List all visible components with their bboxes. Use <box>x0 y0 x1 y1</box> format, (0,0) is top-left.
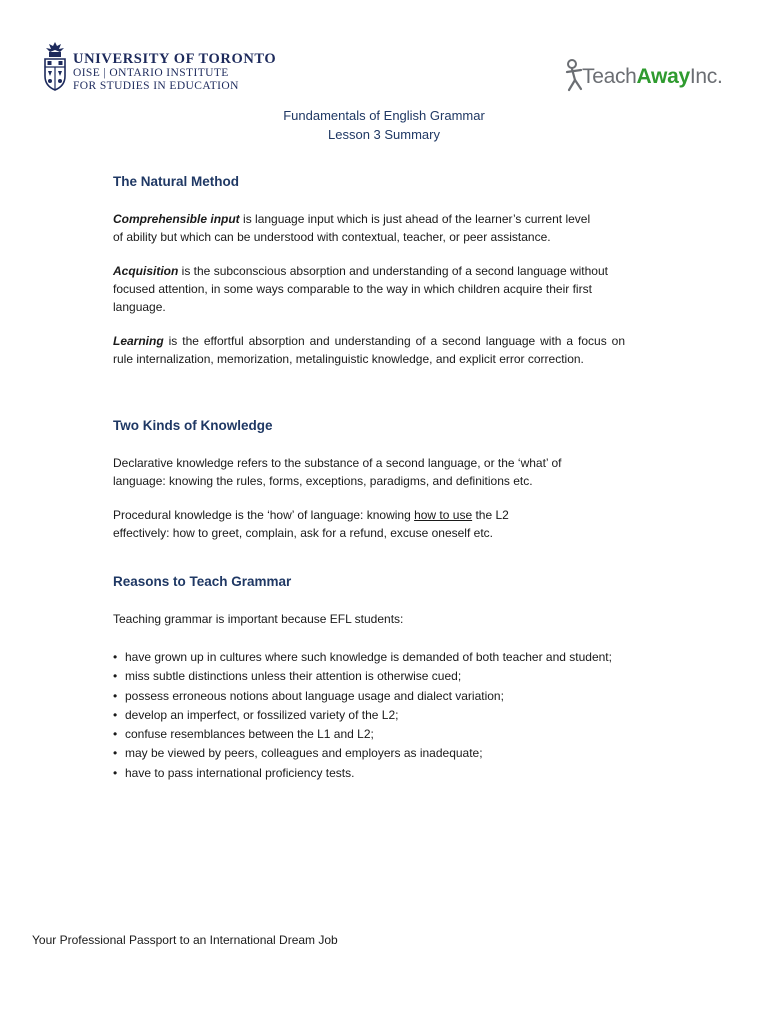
declarative-line1: Declarative knowledge refers to the substance of a second language, or the ‘what’ of <box>113 456 562 470</box>
comprehensible-input-definition-line2: of ability but which can be understood with contextual, teacher, or peer assistance. <box>113 230 551 244</box>
paragraph-acquisition <box>113 262 625 316</box>
university-of-toronto-logo <box>42 38 282 96</box>
reason-item-5: • confuse resemblances between the L1 and L2; <box>113 725 625 744</box>
reason-item-1: • have grown up in cultures where such knowledge is demanded of both teacher and student; <box>113 648 625 667</box>
institute-name-line1: OISE | ONTARIO INSTITUTE <box>73 67 229 79</box>
reason-item-6: • may be viewed by peers, colleagues and employers as inadequate; <box>113 744 625 763</box>
term-learning: Learning <box>113 334 164 348</box>
document-subtitle: Lesson 3 Summary <box>328 127 440 142</box>
teachaway-word-inc: Inc. <box>689 65 723 88</box>
heading-reasons-to-teach-grammar: Reasons to Teach Grammar <box>113 574 292 589</box>
learning-definition: is the effortful absorption and understanding of a second language with a focus on rule internalization, memorization, metalinguistic knowledge, and explicit error correction. <box>113 334 625 366</box>
comprehensible-input-definition-line1: is language input which is just ahead of the learner’s current level <box>239 212 591 226</box>
reasons-intro: Teaching grammar is important because EFL students: <box>113 612 404 626</box>
term-acquisition: Acquisition <box>113 264 179 278</box>
teachaway-wordmark <box>582 65 722 89</box>
institute-name-line2: FOR STUDIES IN EDUCATION <box>73 79 239 92</box>
reasons-bullet-list <box>113 648 625 783</box>
university-name: UNIVERSITY OF TORONTO <box>73 51 277 67</box>
paragraph-declarative-knowledge <box>113 454 625 490</box>
procedural-line2: effectively: how to greet, complain, ask for a refund, excuse oneself etc. <box>113 526 493 540</box>
university-wordmark <box>73 52 276 92</box>
procedural-line1-start: Procedural knowledge is the ‘how’ of language: knowing <box>113 508 415 522</box>
acquisition-definition: is the subconscious absorption and understanding of a second language without focused attention, in some ways comparable to the way in which children acquire their first language. <box>113 264 608 314</box>
teachaway-logo <box>563 58 733 92</box>
paragraph-comprehensible-input <box>113 210 625 246</box>
reason-item-7: • have to pass international proficiency tests. <box>113 764 625 783</box>
teachaway-word-teach: Teach <box>582 65 637 88</box>
reason-item-4: • develop an imperfect, or fossilized variety of the L2; <box>113 706 625 725</box>
declarative-line2: language: knowing the rules, forms, exceptions, paradigms, and definitions etc. <box>113 474 533 488</box>
paragraph-procedural-knowledge <box>113 506 625 542</box>
teachaway-word-away: Away <box>636 65 690 88</box>
university-crest-icon <box>42 40 68 92</box>
heading-natural-method: The Natural Method <box>113 174 240 189</box>
footer-tagline: Your Professional Passport to an International Dream Job <box>32 933 338 947</box>
paragraph-learning <box>113 332 625 368</box>
procedural-line1-end: the L2 <box>472 508 509 522</box>
reason-item-3: • possess erroneous notions about language usage and dialect variation; <box>113 687 625 706</box>
term-comprehensible-input: Comprehensible input <box>113 212 240 226</box>
reason-item-2: • miss subtle distinctions unless their attention is otherwise cued; <box>113 667 625 686</box>
procedural-underlined-phrase: how to use <box>414 508 473 522</box>
document-title: Fundamentals of English Grammar <box>283 108 485 123</box>
heading-two-kinds-of-knowledge: Two Kinds of Knowledge <box>113 418 273 433</box>
